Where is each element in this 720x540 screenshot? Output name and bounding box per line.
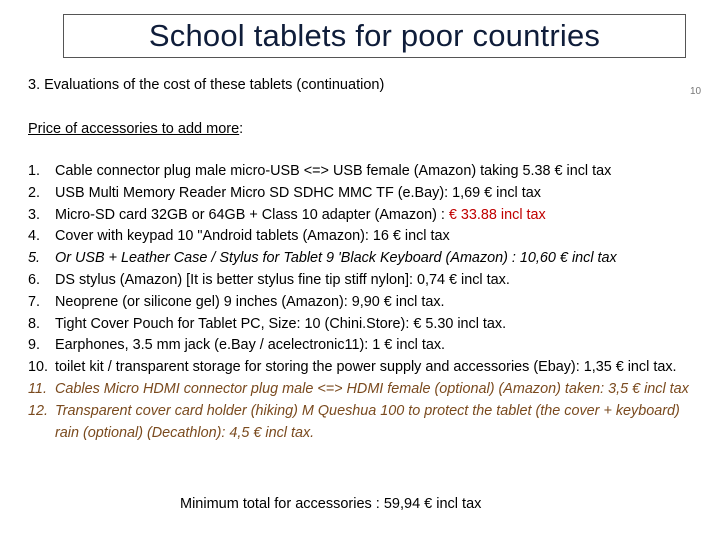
item-number: 8. (28, 315, 41, 332)
item-text: Cables Micro HDMI connector plug male <=> HDMI female (optional) (Amazon) taken: 3,5 € incl tax (55, 380, 689, 397)
item-text: USB Multi Memory Reader Micro SD SDHC MMC TF (e.Bay): 1,69 € incl tax (55, 184, 541, 201)
section-heading (28, 121, 243, 137)
item-text: Micro-SD card 32GB or 64GB + Class 10 adapter (Amazon) : (55, 206, 449, 223)
accessories-total: Minimum total for accessories : 59,94 € incl tax (180, 496, 482, 512)
item-price-highlight: € 33.88 incl tax (448, 206, 546, 223)
subtitle: 3. Evaluations of the cost of these tablets (continuation) (28, 77, 385, 93)
item-text: toilet kit / transparent storage for storing the power supply and accessories (Ebay): 1,35 € incl tax. (55, 359, 677, 376)
item-text: Tight Cover Pouch for Tablet PC, Size: 10 (Chini.Store): € 5.30 incl tax. (55, 315, 507, 332)
list-item (28, 292, 698, 314)
item-text: Transparent cover card holder (hiking) M Queshua 100 to protect the tablet (the cover + keyboard) rain (optional) (Decathlon): 4,5 € incl tax. (55, 402, 680, 441)
item-text: Earphones, 3.5 mm jack (e.Bay / acelectronic11): 1 € incl tax. (55, 337, 446, 354)
page-number: 10 (690, 86, 702, 97)
list-item (28, 205, 698, 227)
item-number: 3. (28, 206, 41, 223)
item-number: 10. (28, 359, 49, 376)
list-item (28, 357, 698, 379)
section-heading-text: Price of accessories to add more (28, 121, 240, 137)
item-number: 11. (28, 380, 47, 397)
item-text: Neoprene (or silicone gel) 9 inches (Amazon): 9,90 € incl tax. (55, 293, 445, 310)
list-item (28, 183, 698, 205)
item-number: 4. (28, 228, 41, 245)
slide-title: School tablets for poor countries (148, 18, 601, 53)
list-item (28, 248, 698, 270)
item-number: 2. (28, 184, 41, 201)
section-heading-colon: : (239, 121, 244, 137)
list-item (28, 314, 698, 336)
item-text: Cover with keypad 10 "Android tablets (Amazon): 16 € incl tax (55, 228, 450, 245)
list-item (28, 379, 698, 401)
list-item (28, 401, 698, 445)
item-number: 9. (28, 337, 41, 354)
list-item (28, 161, 698, 183)
item-number: 5. (28, 250, 41, 267)
item-text: Cable connector plug male micro-USB <=> USB female (Amazon) taking 5.38 € incl tax (55, 163, 612, 179)
item-number: 7. (28, 293, 41, 310)
accessories-list (28, 161, 698, 444)
list-item (28, 270, 698, 292)
item-number: 1. (28, 163, 41, 179)
list-item (28, 226, 698, 248)
list-item (28, 335, 698, 357)
title-box (63, 14, 686, 58)
item-number: 6. (28, 271, 41, 288)
item-number: 12. (28, 402, 49, 419)
item-text: Or USB + Leather Case / Stylus for Tablet 9 'Black Keyboard (Amazon) : 10,60 € incl tax (55, 250, 617, 267)
item-text: DS stylus (Amazon) [It is better stylus fine tip stiff nylon]: 0,74 € incl tax. (55, 271, 510, 288)
